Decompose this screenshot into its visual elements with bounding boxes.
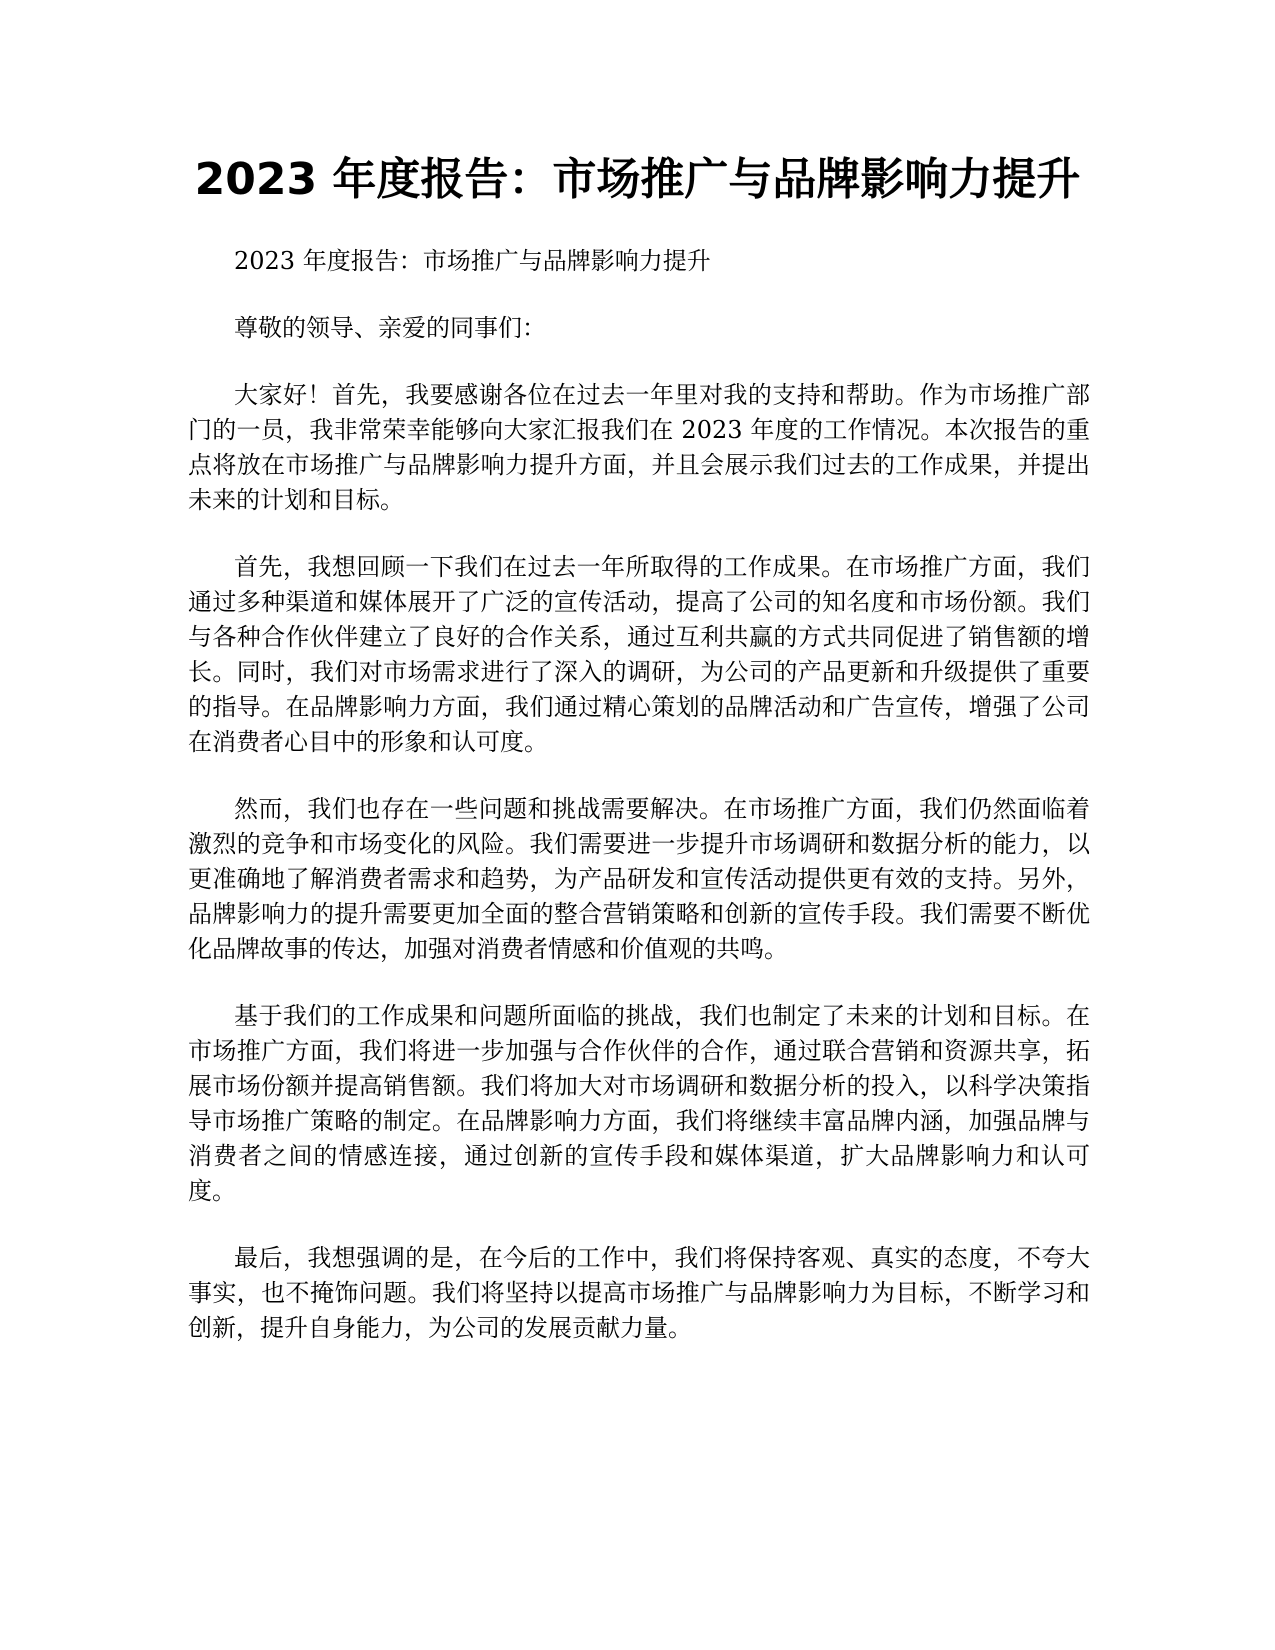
document-body [188,244,1090,1378]
closing-paragraph: 最后，我想强调的是，在今后的工作中，我们将保持客观、真实的态度，不夸大事实，也不掩饰问题。我们将坚持以提高市场推广与品牌影响力为目标，不断学习和创新，提升自身能力，为公司的发展贡献力量。 [188,1244,1090,1342]
achievements-paragraph: 首先，我想回顾一下我们在过去一年所取得的工作成果。在市场推广方面，我们通过多种渠道和媒体展开了广泛的宣传活动，提高了公司的知名度和市场份额。我们与各种合作伙伴建立了良好的合作关系，通过互利共赢的方式共同促进了销售额的增长。同时，我们对市场需求进行了深入的调研，为公司的产品更新和升级提供了重要的指导。在品牌影响力方面，我们通过精心策划的品牌活动和广告宣传，增强了公司在消费者心目中的形象和认可度。 [188,553,1090,756]
plans-paragraph: 基于我们的工作成果和问题所面临的挑战，我们也制定了未来的计划和目标。在市场推广方面，我们将进一步加强与合作伙伴的合作，通过联合营销和资源共享，拓展市场份额并提高销售额。我们将加大对市场调研和数据分析的投入，以科学决策指导市场推广策略的制定。在品牌影响力方面，我们将继续丰富品牌内涵，加强品牌与消费者之间的情感连接，通过创新的宣传手段和媒体渠道，扩大品牌影响力和认可度。 [188,1002,1090,1205]
salutation-paragraph: 尊敬的领导、亲爱的同事们： [234,314,546,342]
intro-paragraph: 大家好！首先，我要感谢各位在过去一年里对我的支持和帮助。作为市场推广部门的一员，我非常荣幸能够向大家汇报我们在 2023 年度的工作情况。本次报告的重点将放在市场推广与品牌影响力提升方面，并且会展示我们过去的工作成果，并提出未来的计划和目标。 [188,381,1090,514]
subtitle-paragraph: 2023 年度报告：市场推广与品牌影响力提升 [234,247,711,275]
challenges-paragraph: 然而，我们也存在一些问题和挑战需要解决。在市场推广方面，我们仍然面临着激烈的竞争和市场变化的风险。我们需要进一步提升市场调研和数据分析的能力，以更准确地了解消费者需求和趋势，为产品研发和宣传活动提供更有效的支持。另外，品牌影响力的提升需要更加全面的整合营销策略和创新的宣传手段。我们需要不断优化品牌故事的传达，加强对消费者情感和价值观的共鸣。 [188,795,1090,963]
document-title: 2023 年度报告：市场推广与品牌影响力提升 [194,154,1081,205]
